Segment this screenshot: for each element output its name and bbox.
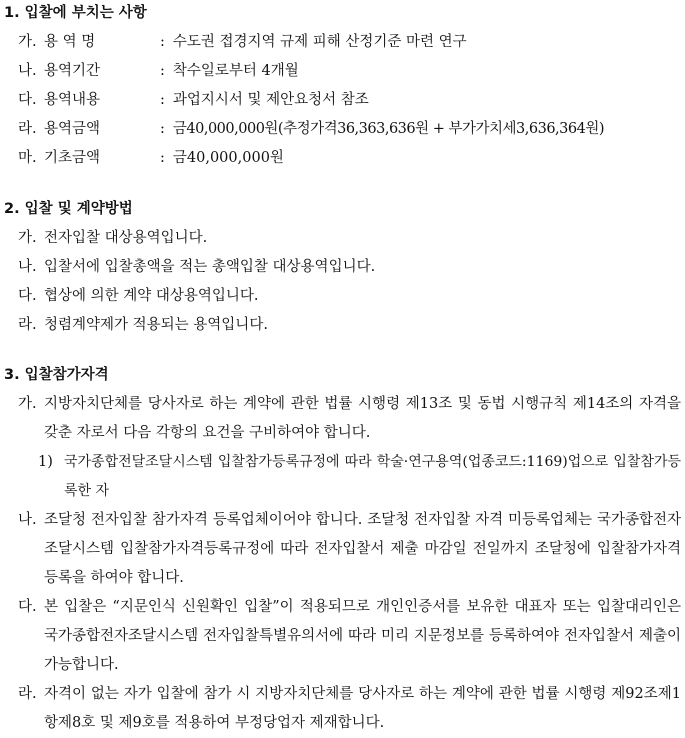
project-amount: 금40,000,000원(추정가격36,363,636원 + 부가가치세3,636,364원) <box>172 121 604 137</box>
s2-item-2: 나. 입찰서에 입찰총액을 적는 총액입찰 대상용역입니다. <box>18 259 376 275</box>
s1-item-5: 마. 기초금액 : 금40,000,000원 <box>18 144 679 173</box>
s3-item-a: 가. 지방자치단체를 당사자로 하는 계약에 관한 법률 시행령 제13조 및 동법 시행규칙 제14조의 자격을 갖춘 자로서 다음 각항의 요건을 구비하여야 합니다. <box>18 396 681 441</box>
s2-item-1: 가. 전자입찰 대상용역입니다. <box>18 230 208 246</box>
base-amount: 금40,000,000원 <box>172 150 284 166</box>
s2-item-4: 라. 청렴계약제가 적용되는 용역입니다. <box>18 317 268 333</box>
section-3 <box>4 361 681 738</box>
section-3-title: 3. 입찰참가자격 <box>4 367 109 383</box>
s1-item-3: 다. 용역내용 : 과업지시서 및 제안요청서 참조 <box>18 86 679 115</box>
section-1 <box>4 0 679 173</box>
s1-item-2: 나. 용역기간 : 착수일로부터 4개월 <box>18 57 679 86</box>
section-1-title: 1. 입찰에 부치는 사항 <box>4 5 147 21</box>
s2-item-3: 다. 협상에 의한 계약 대상용역입니다. <box>18 288 259 304</box>
s1-item-1: 가. 용 역 명 : 수도권 접경지역 규제 피해 산정기준 마련 연구 <box>18 28 679 57</box>
project-period: 착수일로부터 4개월 <box>172 63 299 79</box>
project-content: 과업지시서 및 제안요청서 참조 <box>172 92 369 108</box>
s3-item-a1: 1) 국가종합전달조달시스템 입찰참가등록규정에 따라 학술·연구용역(업종코드:1169)업으로 입찰참가등록한 자 <box>38 454 681 499</box>
s3-item-d: 라. 자격이 없는 자가 입찰에 참가 시 지방자치단체를 당사자로 하는 계약에 관한 법률 시행령 제92조제1항제8호 및 제9호를 적용하여 부정당업자 제재합니다. <box>18 686 681 731</box>
section-2-title: 2. 입찰 및 계약방법 <box>4 201 133 217</box>
section-2 <box>4 195 679 340</box>
s3-item-b: 나. 조달청 전자입찰 참가자격 등록업체이어야 합니다. 조달청 전자입찰 자격 미등록업체는 국가종합전자조달시스템 입찰참가자격등록규정에 따라 전자입찰서 제출 마감일 전일까지 조달청에 입찰참가자격 등록을 하여야 합니다. <box>18 512 681 586</box>
project-name: 수도권 접경지역 규제 피해 산정기준 마련 연구 <box>172 34 467 50</box>
s1-item-4: 라. 용역금액 : 금40,000,000원(추정가격36,363,636원 + 부가가치세3,636,364원) <box>18 115 679 144</box>
s3-item-c: 다. 본 입찰은 “지문인식 신원확인 입찰”이 적용되므로 개인인증서를 보유한 대표자 또는 입찰대리인은 국가종합전자조달시스템 전자입찰특별유의서에 따라 미리 지문정보를 등록하여야 전자입찰서 제출이 가능합니다. <box>18 599 681 673</box>
